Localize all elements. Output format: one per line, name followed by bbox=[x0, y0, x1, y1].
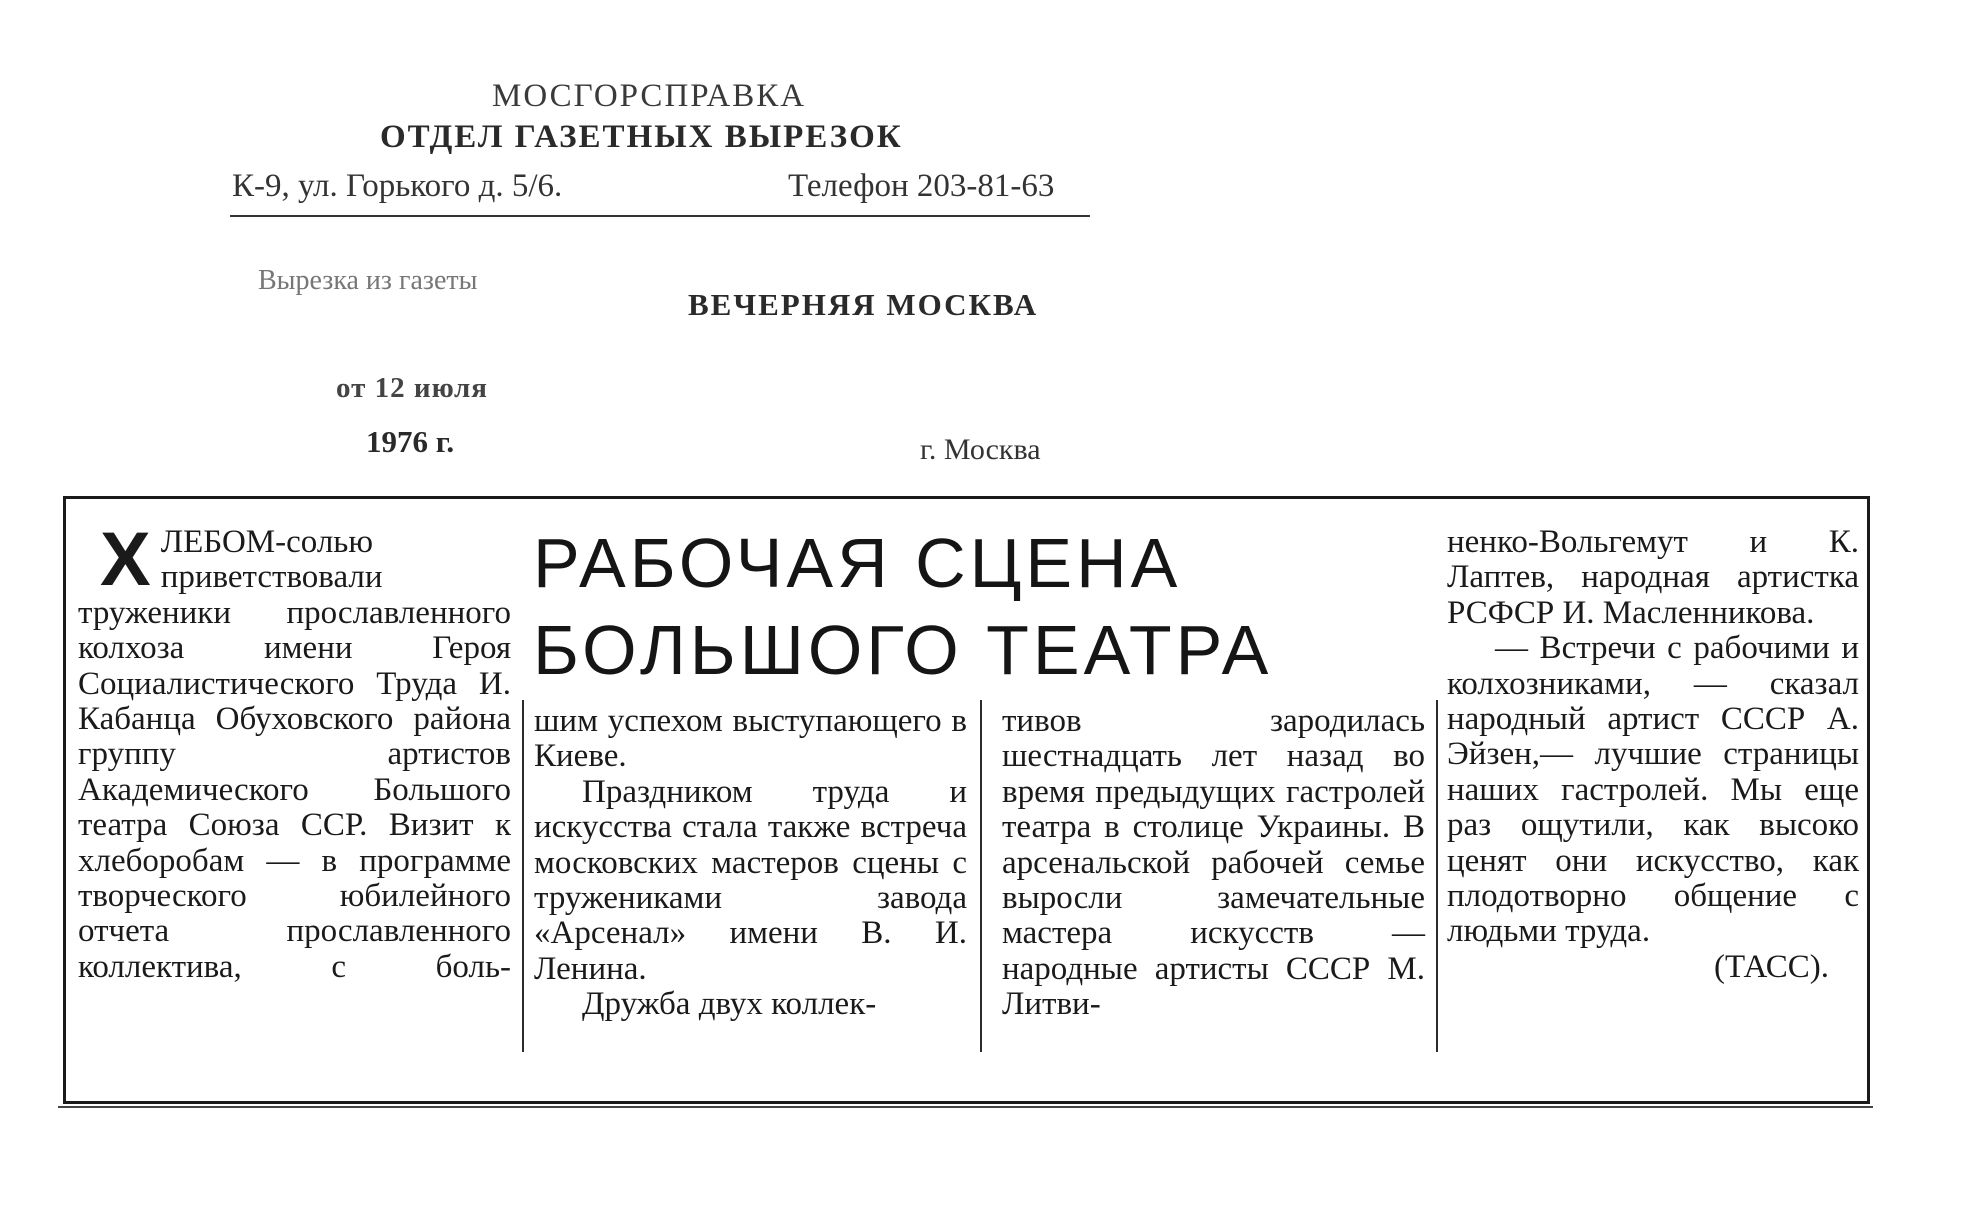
agency-phone: Телефон 203-81-63 bbox=[788, 168, 1055, 204]
agency-name: МОСГОРСПРАВКА bbox=[492, 78, 807, 114]
department-name: ОТДЕЛ ГАЗЕТНЫХ ВЫРЕЗОК bbox=[380, 119, 903, 155]
column-2-para-3: Дружба двух коллек- bbox=[582, 986, 877, 1023]
news-agency-credit: (ТАСС). bbox=[1714, 948, 1829, 985]
article-column-4 bbox=[1447, 525, 1859, 985]
newspaper-name: ВЕЧЕРНЯЯ МОСКВА bbox=[688, 287, 1039, 322]
article-headline bbox=[533, 520, 1272, 694]
column-3-para-1: тивов зародилась шестнадцать лет назад во время предыдущих гастролей театра в столице Украины. В арсенальской рабочей семье выросли замечательные мастера искусств — народные артисты СССР М. Литви- bbox=[1002, 703, 1425, 1023]
clipping-date-year: 1976 г. bbox=[366, 424, 455, 459]
column-divider bbox=[980, 700, 982, 1052]
clipping-label: Вырезка из газеты bbox=[258, 265, 478, 296]
clipping-city: г. Москва bbox=[920, 433, 1041, 466]
article-column-2 bbox=[534, 704, 967, 1023]
clipping-date-day: от 12 июля bbox=[336, 372, 488, 404]
article-column-1 bbox=[78, 517, 511, 985]
drop-cap: Х bbox=[100, 517, 151, 602]
column-4-para-2: — Встречи с рабочими и колхозниками, — сказал народный артист СССР А. Эйзен,— лучшие страницы наших гастролей. Мы еще раз ощутили, как высоко ценят они искусство, как плодотворно общение с людьми труда. bbox=[1447, 630, 1859, 950]
article-column-3 bbox=[1002, 704, 1425, 1023]
column-1-text: ЛЕБОМ-солью приветствовали труженики прославленного колхоза имени Героя Социалистического Труда И. Кабанца Обуховского района группу артистов Академического Большого театра Союза ССР. Визит к хлеборобам — в программе творческого юбилейного отчета прославленного коллектива, с боль- bbox=[78, 524, 511, 985]
agency-address: К-9, ул. Горького д. 5/6. bbox=[232, 168, 563, 204]
column-divider bbox=[1436, 700, 1438, 1052]
column-divider bbox=[522, 700, 524, 1052]
headline-line-2: БОЛЬШОГО ТЕАТРА bbox=[533, 611, 1273, 689]
column-2-para-1: шим успехом выступающего в Киеве. bbox=[534, 703, 967, 775]
headline-line-1: РАБОЧАЯ СЦЕНА bbox=[533, 524, 1182, 602]
column-4-para-1: ненко-Вольгемут и К. Лаптев, народная артистка РСФСР И. Масленникова. bbox=[1447, 524, 1859, 631]
header-underline bbox=[230, 215, 1090, 217]
column-2-para-2: Праздником труда и искусства стала также встреча московских мастеров сцены с тружениками завода «Арсенал» имени В. И. Ленина. bbox=[534, 773, 967, 987]
article-bottom-rule bbox=[58, 1106, 1873, 1108]
